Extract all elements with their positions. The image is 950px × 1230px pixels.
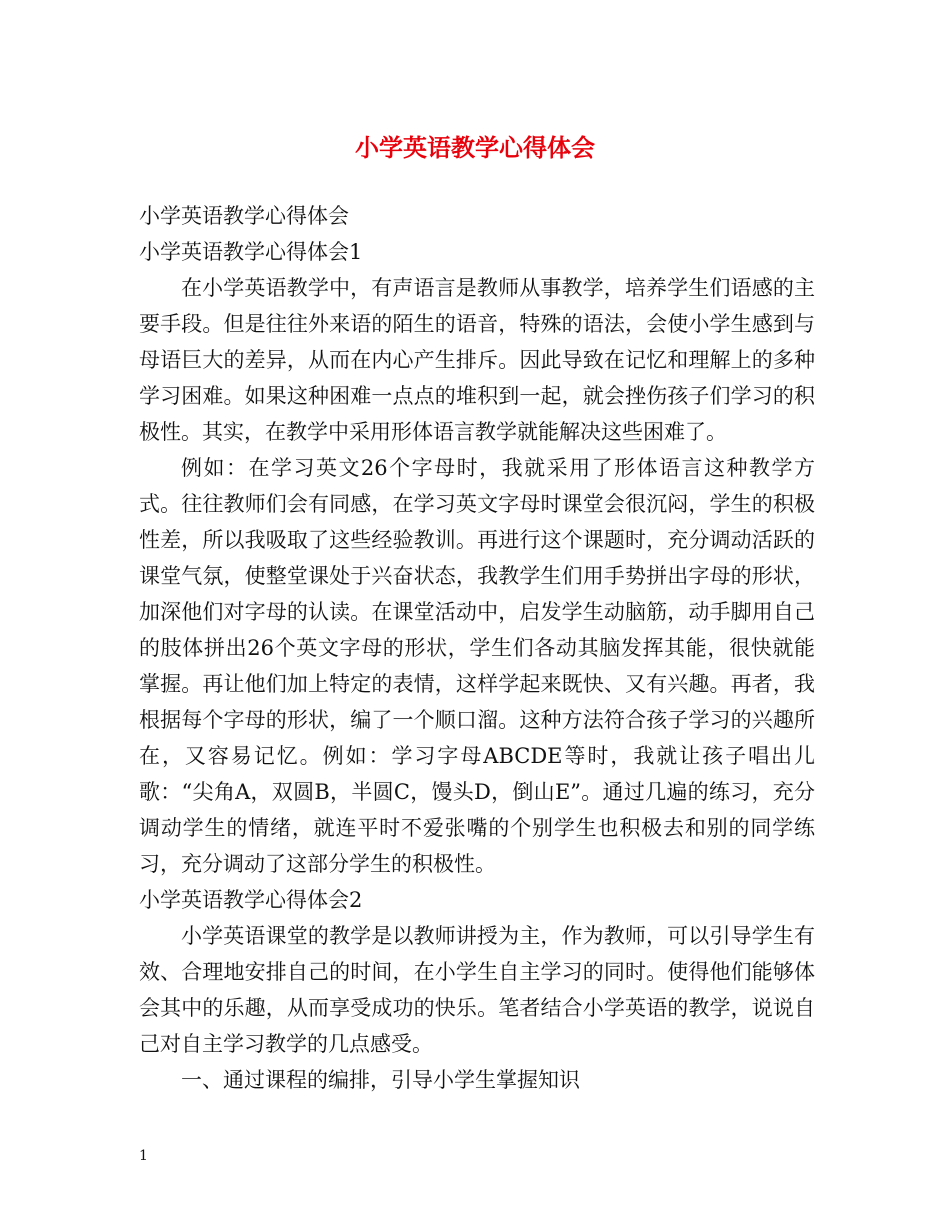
page-number: 1 [139, 1148, 148, 1164]
section-1-heading: 小学英语教学心得体会1 [139, 240, 363, 264]
main-heading: 小学英语教学心得体会 [139, 204, 349, 228]
section-1-paragraph-1: 在小学英语教学中，有声语言是教师从事教学，培养学生们语感的主要手段。但是往往外来语的陌生的语音，特殊的语法，会使小学生感到与母语巨大的差异，从而在内心产生排斥。因此导致在记忆和理解上的多种学习困难。如果这种困难一点点的堆积到一起，就会挫伤孩子们学习的积极性。其实，在教学中采用形体语言教学就能解决这些困难了。 [139, 276, 815, 444]
document-title: 小学英语教学心得体会 [355, 133, 595, 162]
section-2-paragraph-1: 小学英语课堂的教学是以教师讲授为主，作为教师，可以引导学生有效、合理地安排自己的时间，在小学生自主学习的同时。使得他们能够体会其中的乐趣，从而享受成功的快乐。笔者结合小学英语的教学，说说自己对自主学习教学的几点感受。 [139, 924, 815, 1056]
section-1-paragraph-2: 例如：在学习英文26个字母时，我就采用了形体语言这种教学方式。往往教师们会有同感，在学习英文字母时课堂会很沉闷，学生的积极性差，所以我吸取了这些经验教训。再进行这个课题时，充分调动活跃的课堂气氛，使整堂课处于兴奋状态，我教学生们用手势拼出字母的形状，加深他们对字母的认读。在课堂活动中，启发学生动脑筋，动手脚用自己的肢体拼出26个英文字母的形状，学生们各动其脑发挥其能，很快就能掌握。再让他们加上特定的表情，这样学起来既快、又有兴趣。再者，我根据每个字母的形状，编了一个顺口溜。这种方法符合孩子学习的兴趣所在，又容易记忆。例如：学习字母ABCDE等时，我就让孩子唱出儿歌：“尖角A，双圆B，半圆C，馒头D，倒山E”。通过几遍的练习，充分调动学生的情绪，就连平时不爱张嘴的个别学生也积极去和别的同学练习，充分调动了这部分学生的积极性。 [139, 456, 815, 876]
document-body [139, 198, 815, 1098]
section-2-paragraph-2: 一、通过课程的编排，引导小学生掌握知识 [181, 1068, 580, 1092]
section-2-heading: 小学英语教学心得体会2 [139, 888, 363, 912]
